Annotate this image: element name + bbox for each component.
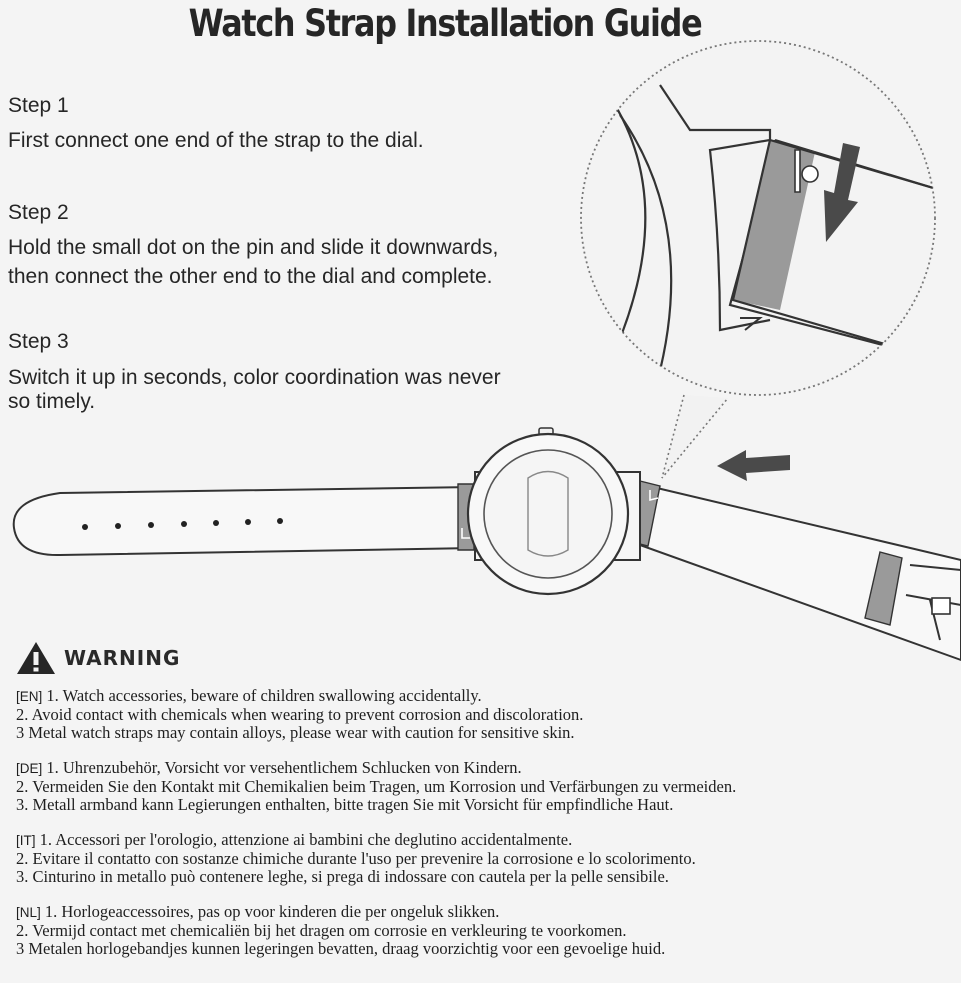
step-1-heading: Step 1 xyxy=(8,94,69,117)
warning-triangle-icon xyxy=(16,641,56,675)
lang-tag-en: [EN] xyxy=(16,689,43,704)
buckle-icon xyxy=(932,598,950,614)
zoom-detail-circle xyxy=(560,40,940,420)
warning-it-line-1: 1. Accessori per l'orologio, attenzione ai bambini che deglutino accidentalmente. xyxy=(39,830,573,849)
step-1-line-1: First connect one end of the strap to the dial. xyxy=(8,129,424,152)
warning-en-line-2: 2. Avoid contact with chemicals when wearing to prevent corrosion and discoloration. xyxy=(16,705,584,724)
warning-block-en xyxy=(16,687,583,742)
step-2-line-1: Hold the small dot on the pin and slide it downwards, xyxy=(8,236,499,259)
warning-block-de xyxy=(16,759,736,814)
step-3-line-2: so timely. xyxy=(8,390,96,413)
step-3-heading: Step 3 xyxy=(8,330,69,353)
warning-it-line-3: 3. Cinturino in metallo può contenere leghe, si prega di indossare con cautela per la pelle sensibile. xyxy=(16,867,669,886)
lang-tag-nl: [NL] xyxy=(16,905,41,920)
warning-nl-line-1: 1. Horlogeaccessoires, pas op voor kinderen die per ongeluk slikken. xyxy=(44,902,500,921)
warning-header xyxy=(16,641,180,675)
right-strap xyxy=(628,481,961,660)
warning-block-nl xyxy=(16,903,665,958)
warning-en-line-3: 3 Metal watch straps may contain alloys, please wear with caution for sensitive skin. xyxy=(16,723,575,742)
warning-it-line-2: 2. Evitare il contatto con sostanze chimiche durante l'uso per prevenire la corrosione e lo scolorimento. xyxy=(16,849,696,868)
step-3-line-1: Switch it up in seconds, color coordination was never xyxy=(8,366,501,389)
insert-arrow-icon xyxy=(717,450,790,481)
warning-nl-line-2: 2. Vermijd contact met chemicaliën bij het dragen om corrosie en verkleuring te voorkomen. xyxy=(16,921,627,940)
left-strap xyxy=(14,484,475,555)
warning-de-line-1: 1. Uhrenzubehör, Vorsicht vor versehentlichem Schlucken von Kindern. xyxy=(46,758,522,777)
warning-label: WARNING xyxy=(64,646,181,670)
warning-de-line-3: 3. Metall armband kann Legierungen enthalten, bitte tragen Sie mit Vorsicht für empfindliche Haut. xyxy=(16,795,674,814)
lang-tag-de: [DE] xyxy=(16,761,43,776)
warning-de-line-2: 2. Vermeiden Sie den Kontakt mit Chemikalien beim Tragen, um Korrosion und Verfärbungen zu vermeiden. xyxy=(16,777,737,796)
warning-block-it xyxy=(16,831,696,886)
lang-tag-it: [IT] xyxy=(16,833,36,848)
warning-nl-line-3: 3 Metalen horlogebandjes kunnen legeringen bevatten, draag voorzichtig voor een gevoelige huid. xyxy=(16,939,666,958)
warning-en-line-1: 1. Watch accessories, beware of children swallowing accidentally. xyxy=(46,686,482,705)
page-title: Watch Strap Installation Guide xyxy=(188,2,702,45)
step-2-heading: Step 2 xyxy=(8,201,69,224)
step-2-line-2: then connect the other end to the dial and complete. xyxy=(8,265,493,288)
watch-case xyxy=(468,428,640,594)
